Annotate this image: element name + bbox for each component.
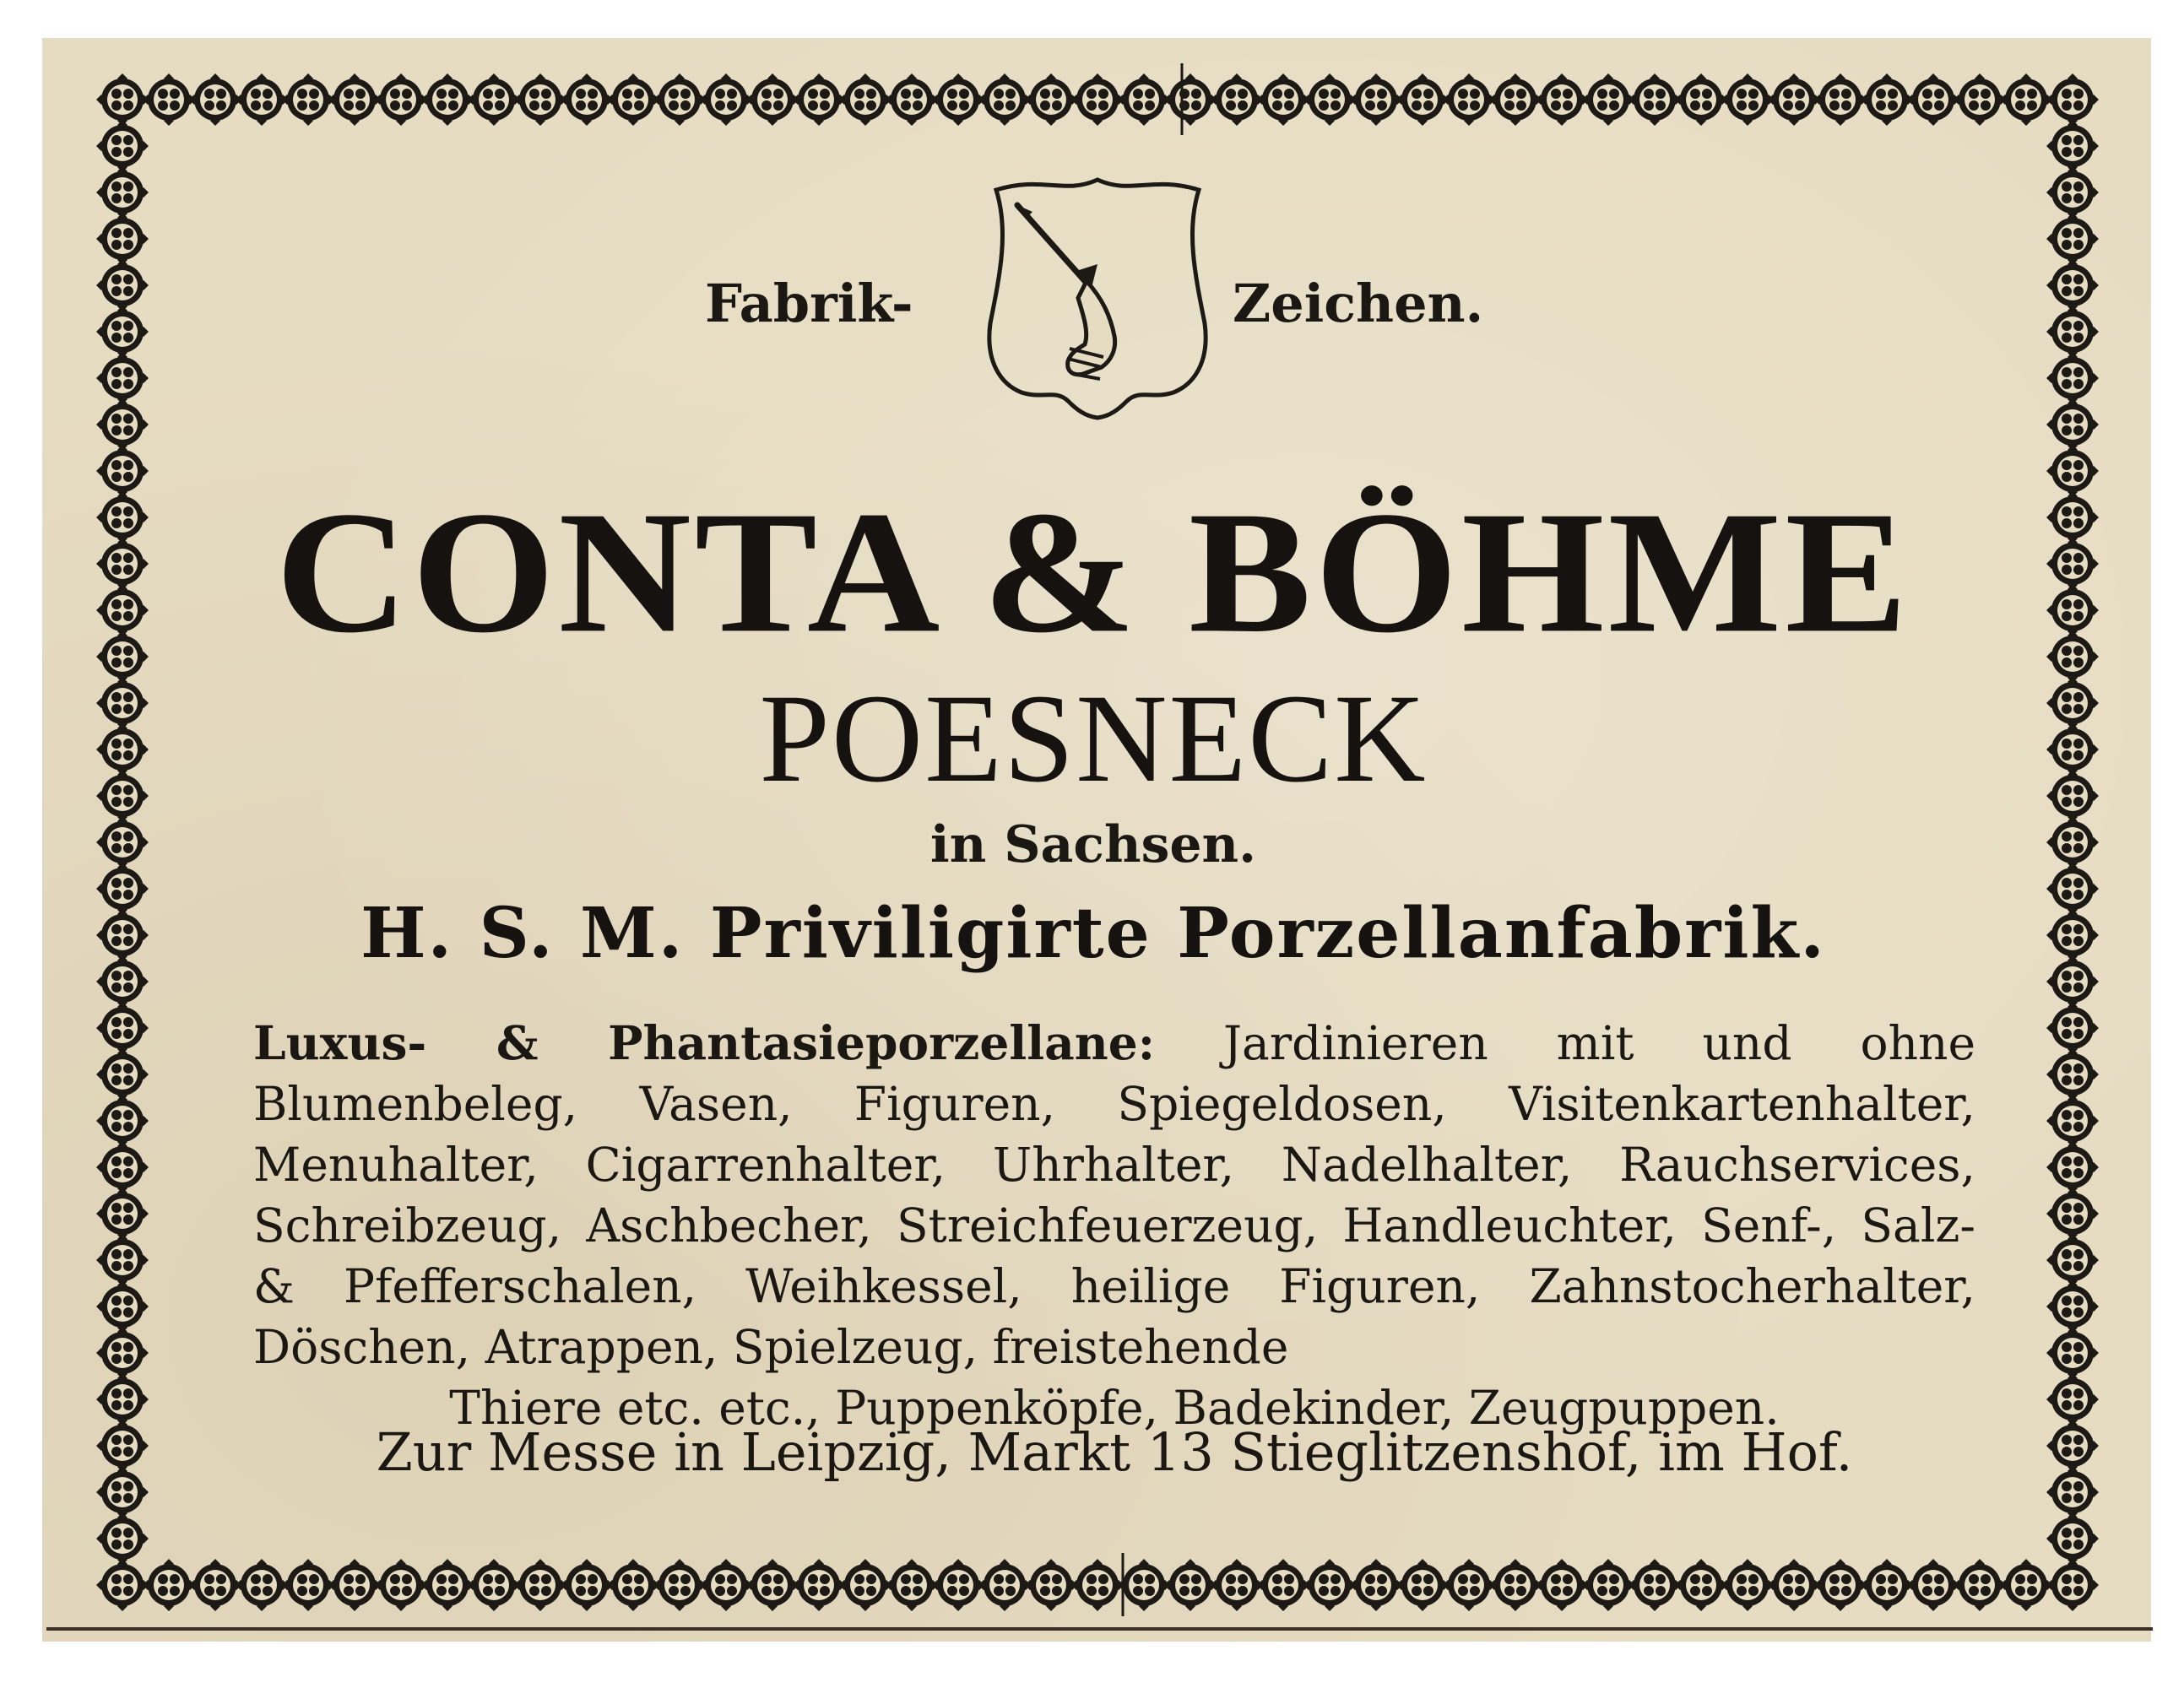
border-ornament <box>2046 1512 2099 1565</box>
trademark-row <box>177 171 2009 425</box>
state-name: in Sachsen. <box>929 815 1257 874</box>
border-ornament <box>932 73 984 126</box>
border-ornament <box>96 909 149 961</box>
border-ornament <box>2046 863 2099 915</box>
border-ornament <box>2000 1559 2052 1611</box>
border-ornament <box>96 120 149 172</box>
border-ornament <box>96 306 149 358</box>
border-ornament <box>96 1559 149 1611</box>
city-name: POESNECK <box>759 668 1428 809</box>
product-description <box>253 1013 1975 1438</box>
border-ornament <box>1907 1559 1959 1611</box>
border-ornament <box>2046 1095 2099 1147</box>
border-ornament <box>1629 1559 1681 1611</box>
border-ornament <box>2046 723 2099 776</box>
border-ornament <box>1954 73 2006 126</box>
border-ornament <box>793 1559 845 1611</box>
border-ornament <box>514 73 566 126</box>
border-ornament <box>1396 1559 1449 1611</box>
border-ornament <box>96 1002 149 1054</box>
border-ornament <box>2000 73 2052 126</box>
border-ornament <box>96 213 149 265</box>
border-ornament <box>1025 1559 1077 1611</box>
border-ornament <box>328 73 381 126</box>
border-ornament <box>1211 1559 1263 1611</box>
border-ornament <box>2046 1327 2099 1379</box>
border-ornament <box>96 398 149 451</box>
border-ornament <box>2046 677 2099 729</box>
border-ornament <box>282 73 334 126</box>
border-ornament <box>978 1559 1031 1611</box>
border-ornament <box>421 1559 474 1611</box>
border-ornament <box>653 1559 706 1611</box>
border-ornament <box>96 1095 149 1147</box>
border-ornament <box>886 1559 938 1611</box>
border-ornament <box>978 73 1031 126</box>
border-ornament <box>328 1559 381 1611</box>
border-ornament <box>2046 491 2099 544</box>
description-lead: Luxus- & Phantasieporzellane: <box>253 1015 1156 1070</box>
border-ornament <box>189 73 241 126</box>
border-ornament <box>2046 445 2099 497</box>
border-ornament <box>143 73 195 126</box>
border-ornament <box>514 1559 566 1611</box>
border-ornament <box>1071 73 1124 126</box>
border-ornament <box>468 1559 520 1611</box>
border-ornament <box>1303 73 1356 126</box>
border-ornament <box>375 73 427 126</box>
border-ornament <box>96 352 149 404</box>
border-ornament <box>96 630 149 683</box>
border-ornament <box>96 816 149 868</box>
border-ornament <box>1768 73 1820 126</box>
border-ornament <box>2046 1420 2099 1472</box>
border-ornament <box>2046 1234 2099 1286</box>
border-ornament <box>2046 352 2099 404</box>
border-ornament <box>1025 73 1077 126</box>
border-ornament <box>2046 955 2099 1008</box>
border-ornament <box>2046 538 2099 590</box>
border-ornament <box>2046 73 2099 126</box>
border-ornament <box>1536 73 1588 126</box>
border-ornament <box>236 73 288 126</box>
border-ornament <box>839 73 891 126</box>
fair-location: Zur Messe in Leipzig, Markt 13 Stieglitzenshof, im Hof. <box>376 1421 1853 1483</box>
border-ornament <box>746 73 799 126</box>
border-ornament <box>1071 1559 1124 1611</box>
border-ornament <box>2046 1559 2099 1611</box>
advertisement <box>177 156 2009 1532</box>
bottom-rule <box>46 1627 2153 1631</box>
border-ornament <box>653 73 706 126</box>
border-ornament <box>1489 1559 1542 1611</box>
border-ornament <box>96 259 149 311</box>
border-ornament <box>1814 1559 1867 1611</box>
border-ornament <box>932 1559 984 1611</box>
border-ornament <box>700 1559 752 1611</box>
border-ornament <box>1164 1559 1217 1611</box>
border-ornament <box>96 1234 149 1286</box>
border-ornament <box>2046 909 2099 961</box>
border-ornament <box>2046 1002 2099 1054</box>
border-ornament <box>1536 1559 1588 1611</box>
border-ornament <box>561 1559 613 1611</box>
border-ornament <box>1954 1559 2006 1611</box>
border-ornament <box>1211 73 1263 126</box>
border-ornament <box>1257 73 1309 126</box>
border-ornament <box>2046 584 2099 636</box>
border-ornament <box>1118 73 1170 126</box>
border-ornament <box>1675 73 1727 126</box>
border-ornament <box>1721 1559 1774 1611</box>
border-ornament <box>96 1466 149 1518</box>
border-ornament <box>1489 73 1542 126</box>
shield-with-arm-and-dagger-icon <box>984 171 1211 425</box>
trademark-label-left: Fabrik- <box>705 273 913 334</box>
description-body: Jardinieren mit und ohne Blumenbeleg, Vasen, Figuren, Spiegeldosen, Visitenkartenhalter, Menuhalter, Cigarrenhalter, Uhrhalter, Nadelhalter, Rauchservices, Schreibzeug, Aschbecher, Streichfeuerzeug, Handleuchter, Senf-, Salz- & Pfefferschalen, Weihkessel, heilige Figuren, Zahnstocherhalter, Döschen, Atrappen, Spielzeug, freistehende <box>253 1016 1975 1374</box>
border-ornament <box>700 73 752 126</box>
border-ornament <box>1861 73 1913 126</box>
border-ornament <box>793 73 845 126</box>
border-ornament <box>1814 73 1867 126</box>
border-ornament <box>561 73 613 126</box>
border-ornament <box>2046 398 2099 451</box>
border-ornament <box>2046 1280 2099 1333</box>
border-ornament <box>607 1559 659 1611</box>
border-ornament <box>2046 259 2099 311</box>
border-ornament <box>96 955 149 1008</box>
border-ornament <box>96 445 149 497</box>
border-ornament <box>96 1373 149 1426</box>
company-name: CONTA & BÖHME <box>275 476 1911 669</box>
border-ornament <box>1303 1559 1356 1611</box>
border-ornament <box>96 1141 149 1193</box>
border-ornament <box>1582 73 1634 126</box>
border-ornament <box>1350 73 1402 126</box>
border-ornament <box>1768 1559 1820 1611</box>
border-ornament <box>96 1327 149 1379</box>
border-ornament <box>96 723 149 776</box>
border-ornament <box>607 73 659 126</box>
border-ornament <box>2046 630 2099 683</box>
border-ornament <box>143 1559 195 1611</box>
border-ornament <box>2046 166 2099 219</box>
border-ornament <box>375 1559 427 1611</box>
border-ornament <box>886 73 938 126</box>
border-ornament <box>282 1559 334 1611</box>
border-ornament <box>1443 1559 1495 1611</box>
border-ornament <box>2046 120 2099 172</box>
border-ornament <box>1443 73 1495 126</box>
border-ornament <box>96 770 149 822</box>
border-ornament <box>1257 1559 1309 1611</box>
border-ornament <box>96 1280 149 1333</box>
border-ornament <box>2046 1373 2099 1426</box>
border-ornament <box>2046 1141 2099 1193</box>
border-ornament <box>1582 1559 1634 1611</box>
border-ornament <box>96 538 149 590</box>
border-ornament <box>2046 816 2099 868</box>
trademark-label-right: Zeichen. <box>1233 273 1484 334</box>
border-ornament <box>1396 73 1449 126</box>
border-ornament <box>1164 73 1217 126</box>
border-ornament <box>1675 1559 1727 1611</box>
border-ornament <box>96 1048 149 1101</box>
border-ornament <box>1907 73 1959 126</box>
border-ornament <box>421 73 474 126</box>
border-ornament <box>2046 213 2099 265</box>
border-ornament <box>1721 73 1774 126</box>
border-ornament <box>96 491 149 544</box>
border-ornament <box>96 584 149 636</box>
border-ornament <box>1118 1559 1170 1611</box>
border-ornament <box>236 1559 288 1611</box>
border-ornament <box>1861 1559 1913 1611</box>
border-ornament <box>96 73 149 126</box>
border-ornament <box>468 73 520 126</box>
border-ornament <box>2046 770 2099 822</box>
description-tail: Thiere etc. etc., Puppenköpfe, Badekinder, Zeugpuppen. <box>449 1381 1780 1435</box>
border-ornament <box>1629 73 1681 126</box>
border-ornament <box>746 1559 799 1611</box>
border-ornament <box>96 677 149 729</box>
border-ornament <box>96 1420 149 1472</box>
border-ornament <box>189 1559 241 1611</box>
border-ornament <box>2046 306 2099 358</box>
border-ornament <box>96 166 149 219</box>
border-ornament <box>2046 1466 2099 1518</box>
factory-title: H. S. M. Priviligirte Porzellanfabrik. <box>360 893 1826 974</box>
border-ornament <box>2046 1048 2099 1101</box>
border-ornament <box>2046 1188 2099 1240</box>
border-ornament <box>1350 1559 1402 1611</box>
border-ornament <box>839 1559 891 1611</box>
border-ornament <box>96 1188 149 1240</box>
border-ornament <box>96 863 149 915</box>
border-ornament <box>96 1512 149 1565</box>
